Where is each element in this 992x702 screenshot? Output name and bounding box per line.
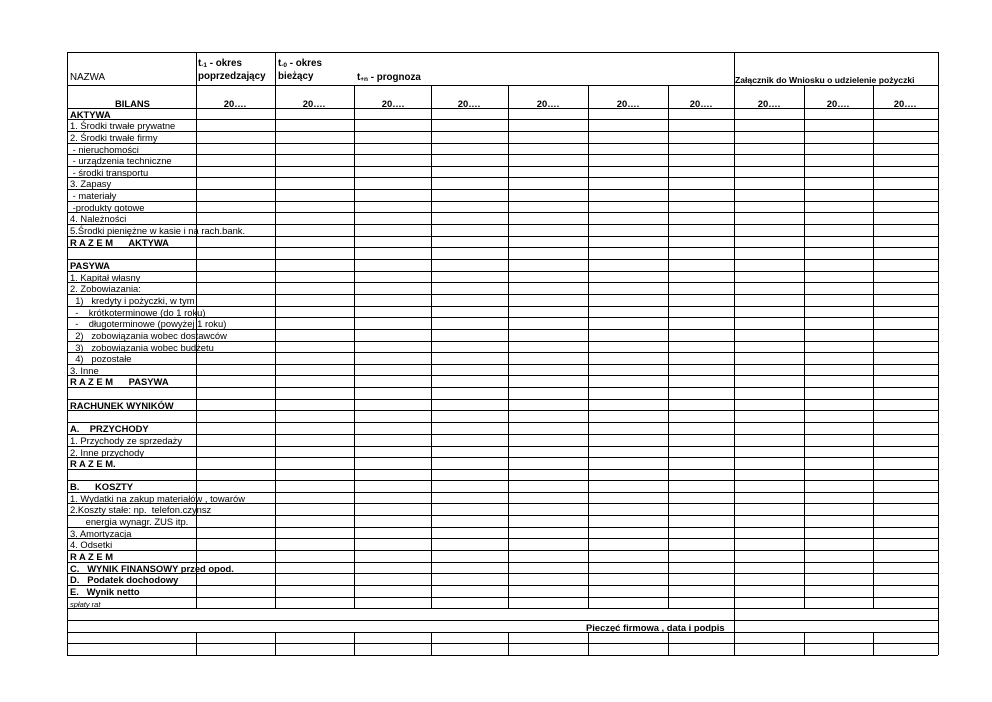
h-rule	[67, 166, 938, 167]
v-rule	[354, 632, 355, 655]
curr-label-2: bieżący	[278, 71, 314, 82]
year-header: 20….	[616, 98, 640, 109]
year-header: 20….	[381, 98, 405, 109]
prev-label-2: poprzedzający	[198, 71, 266, 82]
forecast-symbol: t	[357, 72, 361, 83]
v-rule	[431, 85, 432, 608]
v-rule	[668, 85, 669, 608]
row-label: 3. Zapasy	[70, 178, 112, 189]
v-rule	[508, 85, 509, 608]
h-rule	[67, 550, 938, 551]
h-rule	[67, 189, 938, 190]
v-rule	[804, 632, 805, 655]
v-rule	[431, 632, 432, 655]
v-rule	[938, 52, 939, 655]
year-header: 20….	[302, 98, 326, 109]
h-rule	[67, 294, 938, 295]
h-rule	[67, 271, 938, 272]
h-rule	[67, 608, 938, 609]
v-rule	[196, 632, 197, 655]
prev-subscript: -1	[201, 62, 208, 69]
column-header-forecast	[357, 72, 421, 85]
v-rule	[734, 52, 735, 608]
bilans-label: BILANS	[115, 98, 150, 109]
forecast-label: - prognoza	[368, 72, 421, 83]
h-rule	[67, 282, 938, 283]
row-label: 2. Środki trwałe firmy	[70, 132, 158, 143]
row-label: 3) zobowiązania wobec budżetu	[70, 342, 214, 353]
row-label: 1. Środki trwałe prywatne	[70, 120, 176, 131]
h-rule	[67, 538, 938, 539]
h-rule	[67, 585, 938, 586]
row-label: 2. Inne przychody	[70, 447, 145, 458]
v-rule	[873, 85, 874, 608]
v-rule	[734, 632, 735, 655]
row-label: 1. Wydatki na zakup materiałów , towarów	[70, 493, 245, 504]
row-label: spłaty rat	[70, 600, 101, 609]
v-rule	[508, 632, 509, 655]
name-label: NAZWA	[70, 72, 106, 83]
row-label: - urządzenia techniczne	[70, 155, 172, 166]
h-rule	[67, 632, 938, 633]
row-label: 3. Amortyzacja	[70, 528, 132, 539]
row-label: - długoterminowe (powyżej 1 roku)	[70, 318, 227, 329]
row-label: -produkty gotowe	[70, 202, 145, 213]
year-header: 20….	[457, 98, 481, 109]
year-header: 20….	[826, 98, 850, 109]
h-rule	[67, 399, 938, 400]
h-rule	[67, 108, 938, 109]
row-label: 5.Środki pieniężne w kasie i na rach.bank.	[70, 225, 246, 236]
h-rule	[67, 597, 938, 598]
h-rule	[67, 247, 938, 248]
row-label: 4) pozostałe	[70, 353, 132, 364]
v-rule	[588, 85, 589, 608]
year-header: 20….	[223, 98, 247, 109]
row-label: 4. Należności	[70, 213, 127, 224]
h-rule	[67, 154, 938, 155]
h-rule	[67, 201, 938, 202]
row-label: D. Podatek dochodowy	[70, 574, 179, 585]
prev-symbol: t	[198, 58, 202, 69]
row-label: 2.Koszty stałe: np. telefon.czynsz	[70, 504, 212, 515]
h-rule	[67, 643, 938, 644]
row-label: - krótkoterminowe (do 1 roku)	[70, 307, 206, 318]
row-label: 4. Odsetki	[70, 539, 113, 550]
row-label: C. WYNIK FINANSOWY przed opod.	[70, 563, 234, 574]
row-label: 3. Inne	[70, 365, 99, 376]
v-rule	[804, 85, 805, 608]
v-rule	[668, 632, 669, 655]
row-label: R A Z E M PASYWA	[70, 376, 169, 387]
column-header-current-period	[278, 58, 322, 83]
h-rule	[67, 446, 938, 447]
h-rule	[67, 131, 938, 132]
year-header: 20….	[536, 98, 560, 109]
h-rule	[67, 527, 938, 528]
row-label: - nieruchomości	[70, 144, 139, 155]
curr-symbol: t	[278, 58, 282, 69]
curr-label-1: - okres	[287, 58, 322, 69]
row-label: energia wynagr. ZUS itp.	[70, 516, 189, 527]
loan-application-form	[67, 52, 938, 656]
row-label: A. PRZYCHODY	[70, 423, 149, 434]
h-rule	[67, 515, 938, 516]
row-label: R A Z E M	[70, 551, 114, 562]
row-label: 1) kredyty i pożyczki, w tym	[70, 295, 195, 306]
signature-label: Pieczęć firmowa , data i podpis	[586, 622, 725, 633]
h-rule	[67, 469, 938, 470]
row-label: PASYWA	[70, 260, 110, 271]
annex-label: Załącznik do Wniosku o udzielenie pożyczki	[735, 75, 915, 85]
v-rule	[67, 52, 68, 655]
row-label: 2) zobowiązania wobec dostawców	[70, 330, 227, 341]
h-rule	[67, 434, 938, 435]
v-rule	[734, 608, 735, 632]
row-label: 1. Kapitał własny	[70, 272, 141, 283]
row-label: B. KOSZTY	[70, 481, 134, 492]
column-header-previous-period	[198, 58, 266, 83]
h-rule	[67, 410, 938, 411]
h-rule	[67, 422, 938, 423]
h-rule	[67, 52, 938, 53]
row-label: 2. Zobowiazania:	[70, 283, 141, 294]
row-label: - materiały	[70, 190, 117, 201]
h-rule	[67, 119, 938, 120]
v-rule	[354, 85, 355, 608]
forecast-subscript: +n	[360, 76, 369, 83]
h-rule	[67, 259, 938, 260]
h-rule	[67, 143, 938, 144]
h-rule	[67, 364, 938, 365]
h-rule	[67, 177, 938, 178]
row-label: R A Z E M.	[70, 458, 116, 469]
row-label: E. Wynik netto	[70, 586, 140, 597]
row-label: R A Z E M AKTYWA	[70, 237, 169, 248]
h-rule	[67, 620, 938, 621]
h-rule	[67, 236, 938, 237]
prev-label-1: - okres	[207, 58, 242, 69]
h-rule	[67, 655, 938, 656]
year-header: 20….	[893, 98, 917, 109]
row-label: RACHUNEK WYNIKÓW	[70, 400, 174, 411]
year-header: 20….	[757, 98, 781, 109]
h-rule	[67, 387, 938, 388]
h-rule	[67, 212, 938, 213]
row-label: AKTYWA	[70, 109, 111, 120]
h-rule	[67, 457, 938, 458]
h-rule	[67, 375, 938, 376]
v-rule	[275, 632, 276, 655]
h-rule	[67, 480, 938, 481]
v-rule	[873, 632, 874, 655]
v-rule	[275, 52, 276, 608]
curr-subscript: -0	[281, 62, 288, 69]
v-rule	[588, 632, 589, 655]
row-label: 1. Przychody ze sprzedaży	[70, 435, 183, 446]
year-header: 20….	[689, 98, 713, 109]
row-label: - środki transportu	[70, 167, 149, 178]
